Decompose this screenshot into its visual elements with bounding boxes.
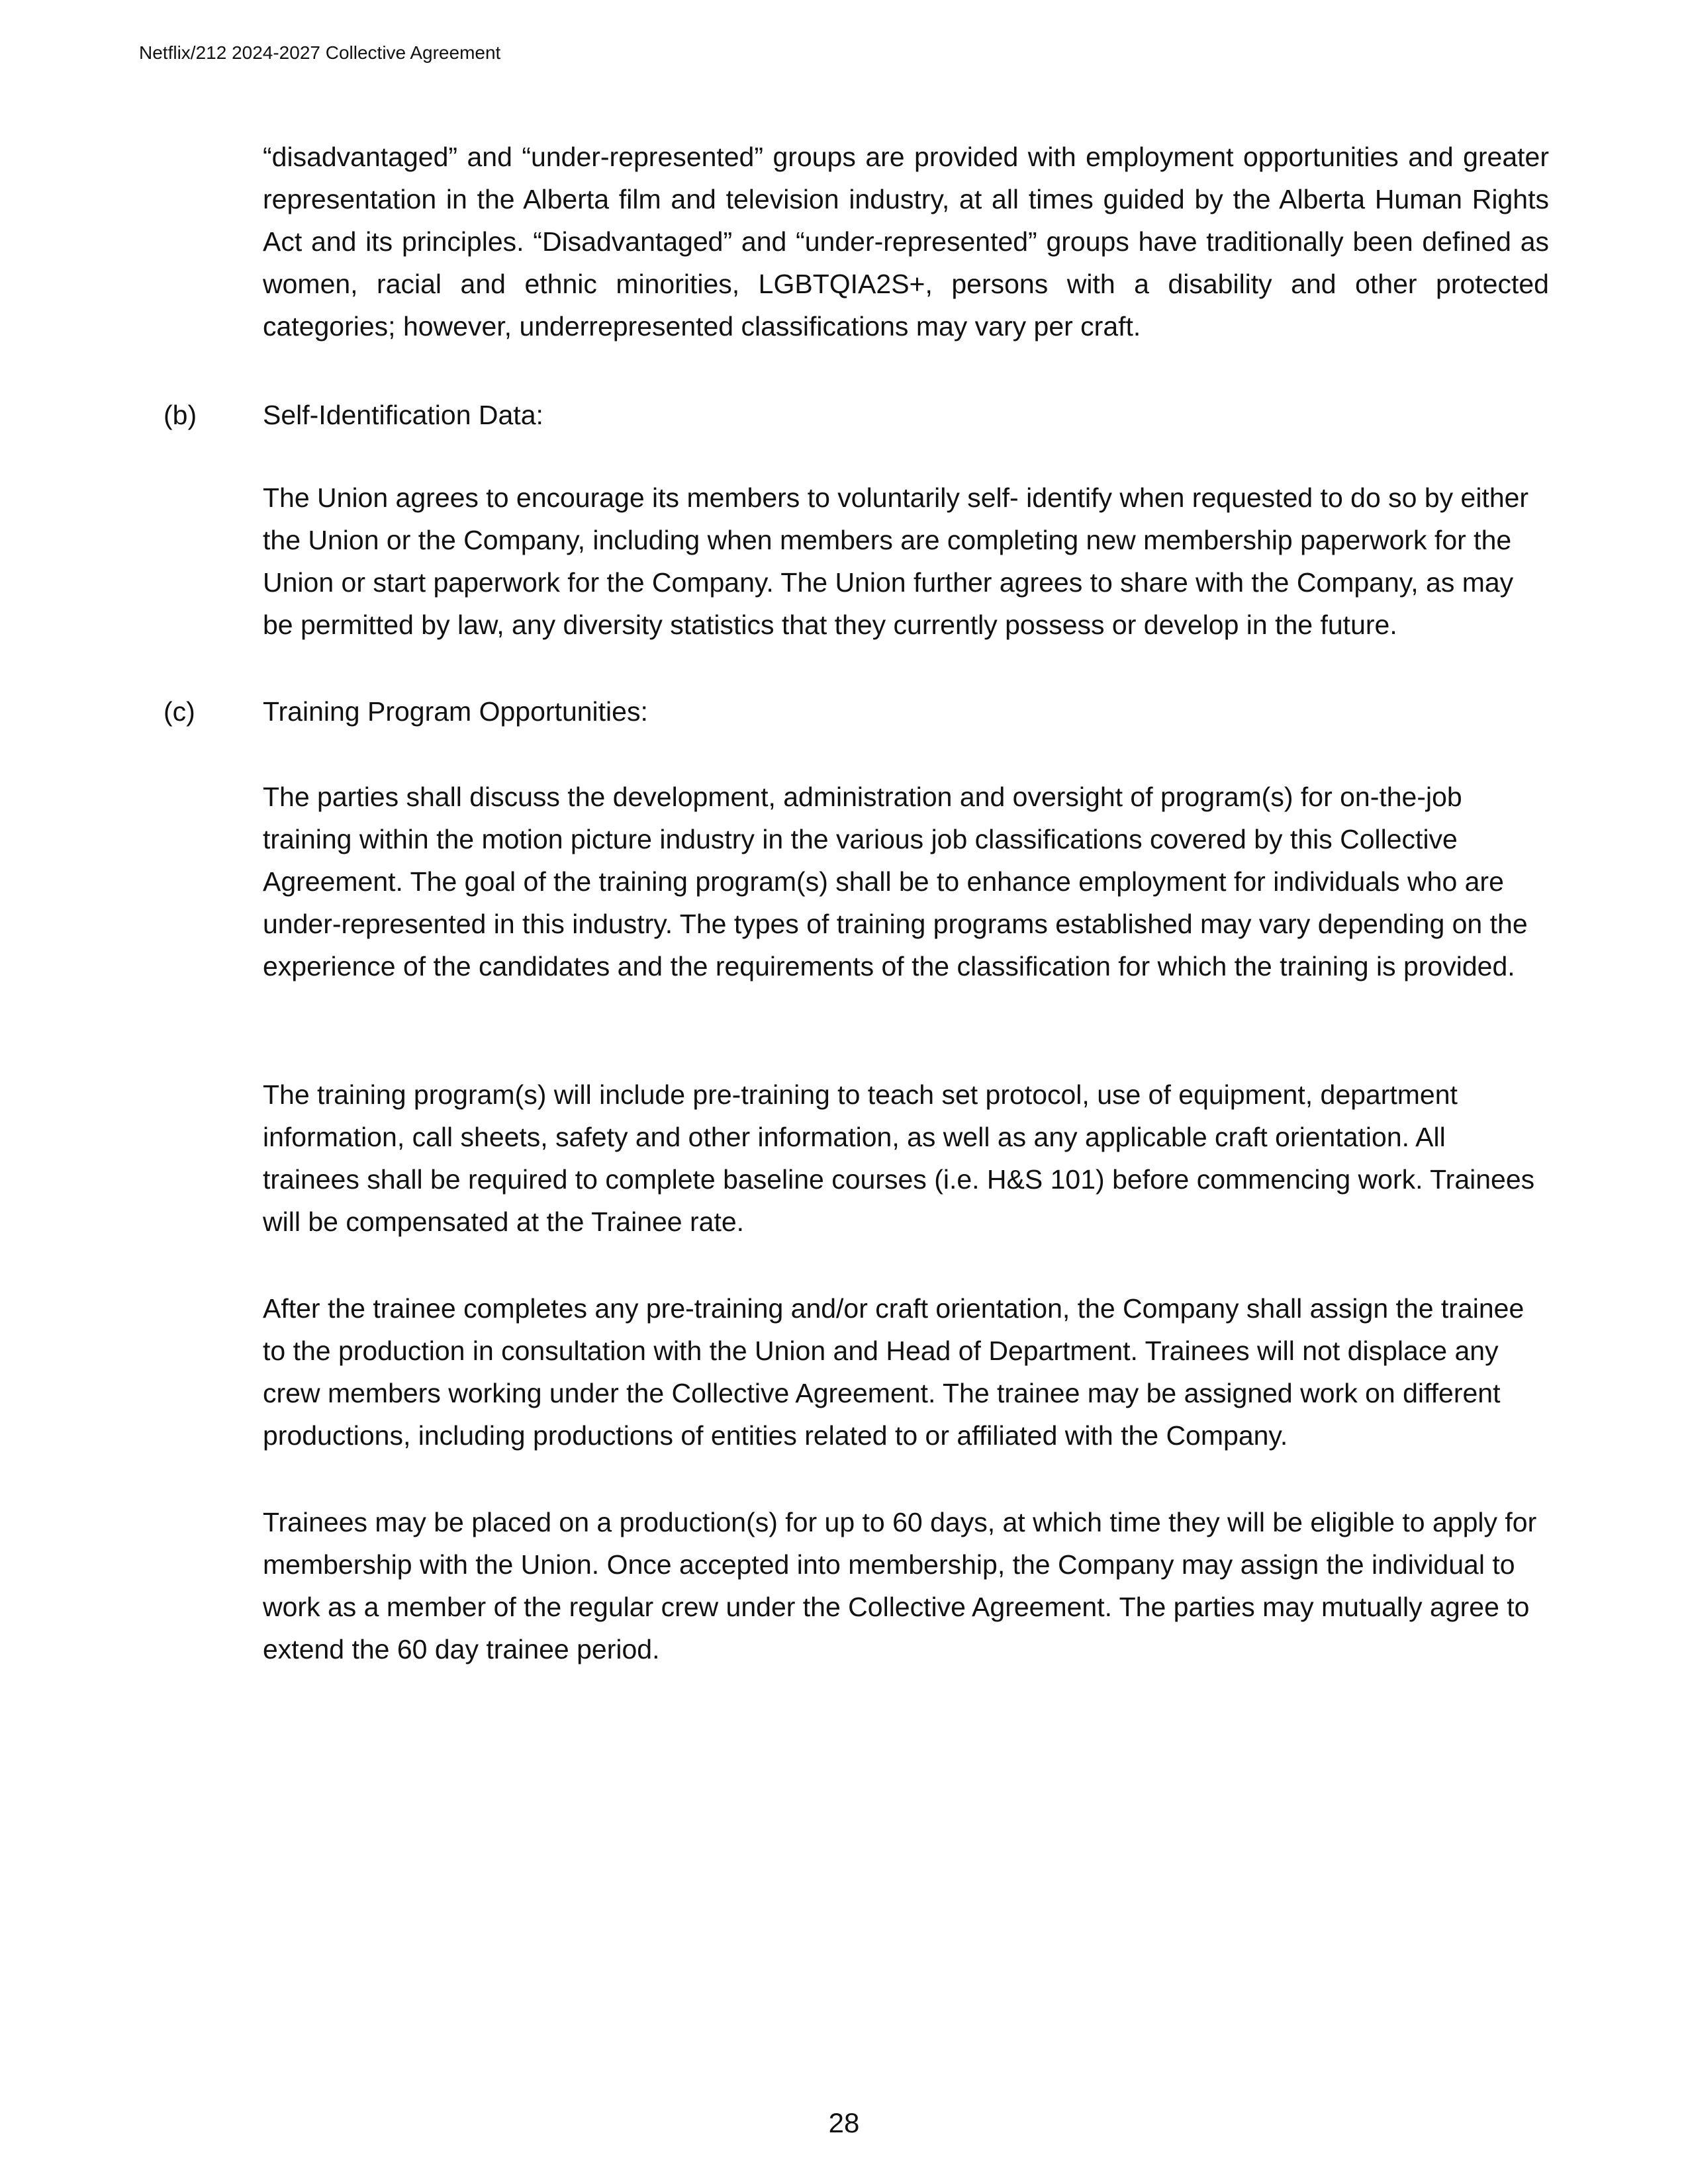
page-number: 28 bbox=[828, 2107, 860, 2138]
section-title-self-identification: Self-Identification Data: bbox=[263, 400, 543, 430]
training-paragraph-assignment: After the trainee completes any pre-training and/or craft orientation, the Company shall assign the trainee to the production in consultation with the Union and Head of Department. Trainees will not displace any crew members working under the Collective Agreement. The trainee may be assigned work on different productions, including productions of entities related to or affiliated with the Company. bbox=[263, 1293, 1524, 1451]
training-paragraph-pre-training: The training program(s) will include pre-training to teach set protocol, use of equipment, department information, call sheets, safety and other information, as well as any applicable craft orientation. All trainees shall be required to complete baseline courses (i.e. H&S 101) before commencing work. Trainees will be compensated at the Trainee rate. bbox=[263, 1079, 1535, 1237]
section-label-c: (c) bbox=[164, 696, 195, 727]
section-title-training-program: Training Program Opportunities: bbox=[263, 696, 648, 727]
training-paragraph-goals: The parties shall discuss the development, administration and oversight of program(s) for on-the-job training within the motion picture industry in the various job classifications covered by this Collective Agreement. The goal of the training program(s) shall be to enhance employment for individuals who are under-represented in this industry. The types of training programs established may vary depending on the experience of the candidates and the requirements of the classification for which the training is provided. bbox=[263, 782, 1528, 981]
section-label-b: (b) bbox=[164, 400, 197, 430]
training-paragraph-membership: Trainees may be placed on a production(s) for up to 60 days, at which time they will be eligible to apply for membership with the Union. Once accepted into membership, the Company may assign the individual to work as a member of the regular crew under the Collective Agreement. The parties may mutually agree to extend the 60 day trainee period. bbox=[263, 1507, 1537, 1664]
self-identification-paragraph: The Union agrees to encourage its members to voluntarily self- identify when requested to do so by either the Union or the Company, including when members are completing new membership paperwork for the Union or start paperwork for the Company. The Union further agrees to share with the Company, as may be permitted by law, any diversity statistics that they currently possess or develop in the future. bbox=[263, 482, 1529, 640]
intro-paragraph: “disadvantaged” and “under-represented” groups are provided with employment opportunities and greater representation in the Alberta film and television industry, at all times guided by the Alberta Human Rights Act and its principles. “Disadvantaged” and “under-represented” groups have traditionally been defined as women, racial and ethnic minorities, LGBTQIA2S+, persons with a disability and other protected categories; however, underrepresented classifications may vary per craft. bbox=[263, 142, 1549, 341]
running-header: Netflix/212 2024-2027 Collective Agreement bbox=[139, 42, 501, 63]
